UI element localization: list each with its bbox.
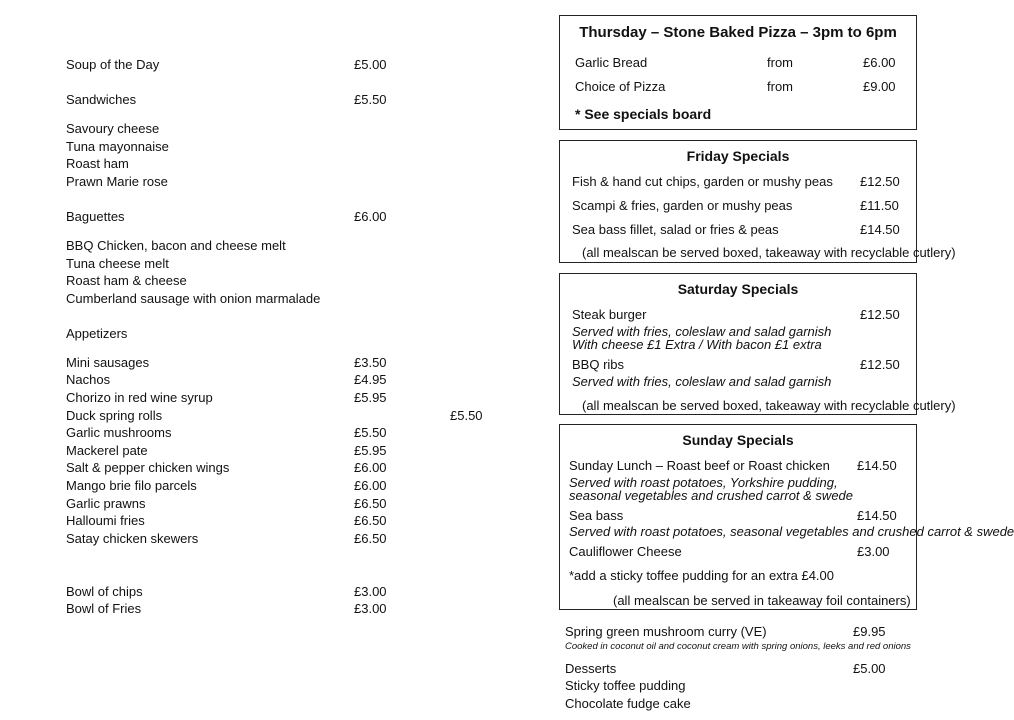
menu-item-price: £3.00 <box>354 584 387 599</box>
item-description: Served with fries, coleslaw and salad garnish <box>572 324 832 339</box>
menu-item-name: Chorizo in red wine syrup <box>66 390 213 405</box>
menu-item-name: Spring green mushroom curry (VE) <box>565 624 767 639</box>
menu-item-name: Bowl of Fries <box>66 601 142 616</box>
menu-item-price: £6.00 <box>354 478 387 493</box>
menu-item-name: Nachos <box>66 372 111 387</box>
box-title: Saturday Specials <box>677 281 799 297</box>
menu-item-name: Garlic prawns <box>66 496 146 511</box>
thursday-box <box>559 15 917 130</box>
item-description: Served with roast potatoes, Yorkshire pudding, <box>569 475 838 490</box>
item-description: Cooked in coconut oil and coconut cream with spring onions, leeks and red onions <box>565 641 911 652</box>
menu-item-name: Fish & hand cut chips, garden or mushy peas <box>572 174 833 189</box>
menu-item-name: Satay chicken skewers <box>66 531 199 546</box>
list-item: Chocolate fudge cake <box>565 696 691 711</box>
box-footer: (all mealscan be served boxed, takeaway with recyclable cutlery) <box>582 398 956 413</box>
addon-note: *add a sticky toffee pudding for an extra £4.00 <box>569 568 834 583</box>
menu-item-price: £3.00 <box>857 544 890 559</box>
menu-item-price: £12.50 <box>860 174 900 189</box>
menu-item-price: £6.50 <box>354 531 387 546</box>
menu-item-name: Cauliflower Cheese <box>569 544 682 559</box>
menu-item-name: Mango brie filo parcels <box>66 478 197 493</box>
item-description: Served with fries, coleslaw and salad garnish <box>572 374 832 389</box>
list-item: Tuna cheese melt <box>66 256 169 271</box>
menu-item-price: £3.00 <box>354 601 387 616</box>
list-item: Prawn Marie rose <box>66 174 168 189</box>
from-label: from <box>767 79 793 94</box>
menu-item-price: £6.00 <box>354 209 387 224</box>
box-title: Friday Specials <box>686 148 790 164</box>
menu-item-name: Sea bass fillet, salad or fries & peas <box>572 222 779 237</box>
menu-item-price: £9.00 <box>863 79 896 94</box>
section-heading: Baguettes <box>66 209 125 224</box>
menu-item-price: £5.50 <box>354 92 387 107</box>
menu-item-price: £6.50 <box>354 513 387 528</box>
menu-item-name: Steak burger <box>572 307 647 322</box>
menu-item-price: £6.00 <box>354 460 387 475</box>
menu-item-price: £5.50 <box>450 408 483 423</box>
from-label: from <box>767 55 793 70</box>
menu-item-price: £5.00 <box>853 661 886 676</box>
menu-item-price: £5.00 <box>354 57 387 72</box>
menu-item-name: Sea bass <box>569 508 624 523</box>
menu-item-name: Mini sausages <box>66 355 150 370</box>
menu-item-price: £12.50 <box>860 357 900 372</box>
sunday-box <box>559 424 1014 610</box>
saturday-box <box>559 273 956 415</box>
list-item: Roast ham <box>66 156 129 171</box>
list-item: Roast ham & cheese <box>66 273 187 288</box>
menu-item-name: Choice of Pizza <box>575 79 666 94</box>
menu-item-price: £4.95 <box>354 372 387 387</box>
section-heading: Sandwiches <box>66 92 137 107</box>
menu-item-name: Garlic Bread <box>575 55 648 70</box>
menu-item-price: £5.95 <box>354 443 387 458</box>
menu-item-name: Duck spring rolls <box>66 408 163 423</box>
box-title: Thursday – Stone Baked Pizza – 3pm to 6pm <box>579 24 897 41</box>
box-title: Sunday Specials <box>682 432 794 448</box>
menu-item-price: £14.50 <box>857 458 897 473</box>
menu-item-name: Scampi & fries, garden or mushy peas <box>572 198 793 213</box>
list-item: Cumberland sausage with onion marmalade <box>66 291 321 306</box>
menu-item-price: £5.50 <box>354 425 387 440</box>
menu-item-price: £6.50 <box>354 496 387 511</box>
section-heading: Desserts <box>565 661 617 676</box>
menu-item-price: £14.50 <box>860 222 900 237</box>
item-description: With cheese £1 Extra / With bacon £1 extra <box>572 337 822 352</box>
menu-item-price: £6.00 <box>863 55 896 70</box>
menu-item-price: £9.95 <box>853 624 886 639</box>
item-description: Served with roast potatoes, seasonal vegetables and crushed carrot & swede <box>569 524 1014 539</box>
list-item: BBQ Chicken, bacon and cheese melt <box>66 238 286 253</box>
menu-item-price: £14.50 <box>857 508 897 523</box>
list-item: Tuna mayonnaise <box>66 139 169 154</box>
specials-note: * See specials board <box>575 106 712 122</box>
friday-box <box>559 140 956 263</box>
menu-item-price: £3.50 <box>354 355 387 370</box>
item-description: seasonal vegetables and crushed carrot & swede <box>569 488 854 503</box>
menu-item-name: Salt & pepper chicken wings <box>66 460 230 475</box>
menu-item-price: £12.50 <box>860 307 900 322</box>
menu-item-name: Mackerel pate <box>66 443 148 458</box>
menu-item-name: BBQ ribs <box>572 357 625 372</box>
menu-item-name: Garlic mushrooms <box>66 425 172 440</box>
box-footer: (all mealscan be served in takeaway foil containers) <box>613 593 911 608</box>
box-footer: (all mealscan be served boxed, takeaway with recyclable cutlery) <box>582 245 956 260</box>
menu-item-name: Bowl of chips <box>66 584 143 599</box>
list-item: Sticky toffee pudding <box>565 678 686 693</box>
list-item: Savoury cheese <box>66 121 160 136</box>
menu-item-price: £11.50 <box>860 198 899 213</box>
menu-item-name: Sunday Lunch – Roast beef or Roast chicken <box>569 458 830 473</box>
menu-item-name: Soup of the Day <box>66 57 160 72</box>
menu-item-name: Halloumi fries <box>66 513 145 528</box>
section-heading: Appetizers <box>66 326 128 341</box>
menu-item-price: £5.95 <box>354 390 387 405</box>
